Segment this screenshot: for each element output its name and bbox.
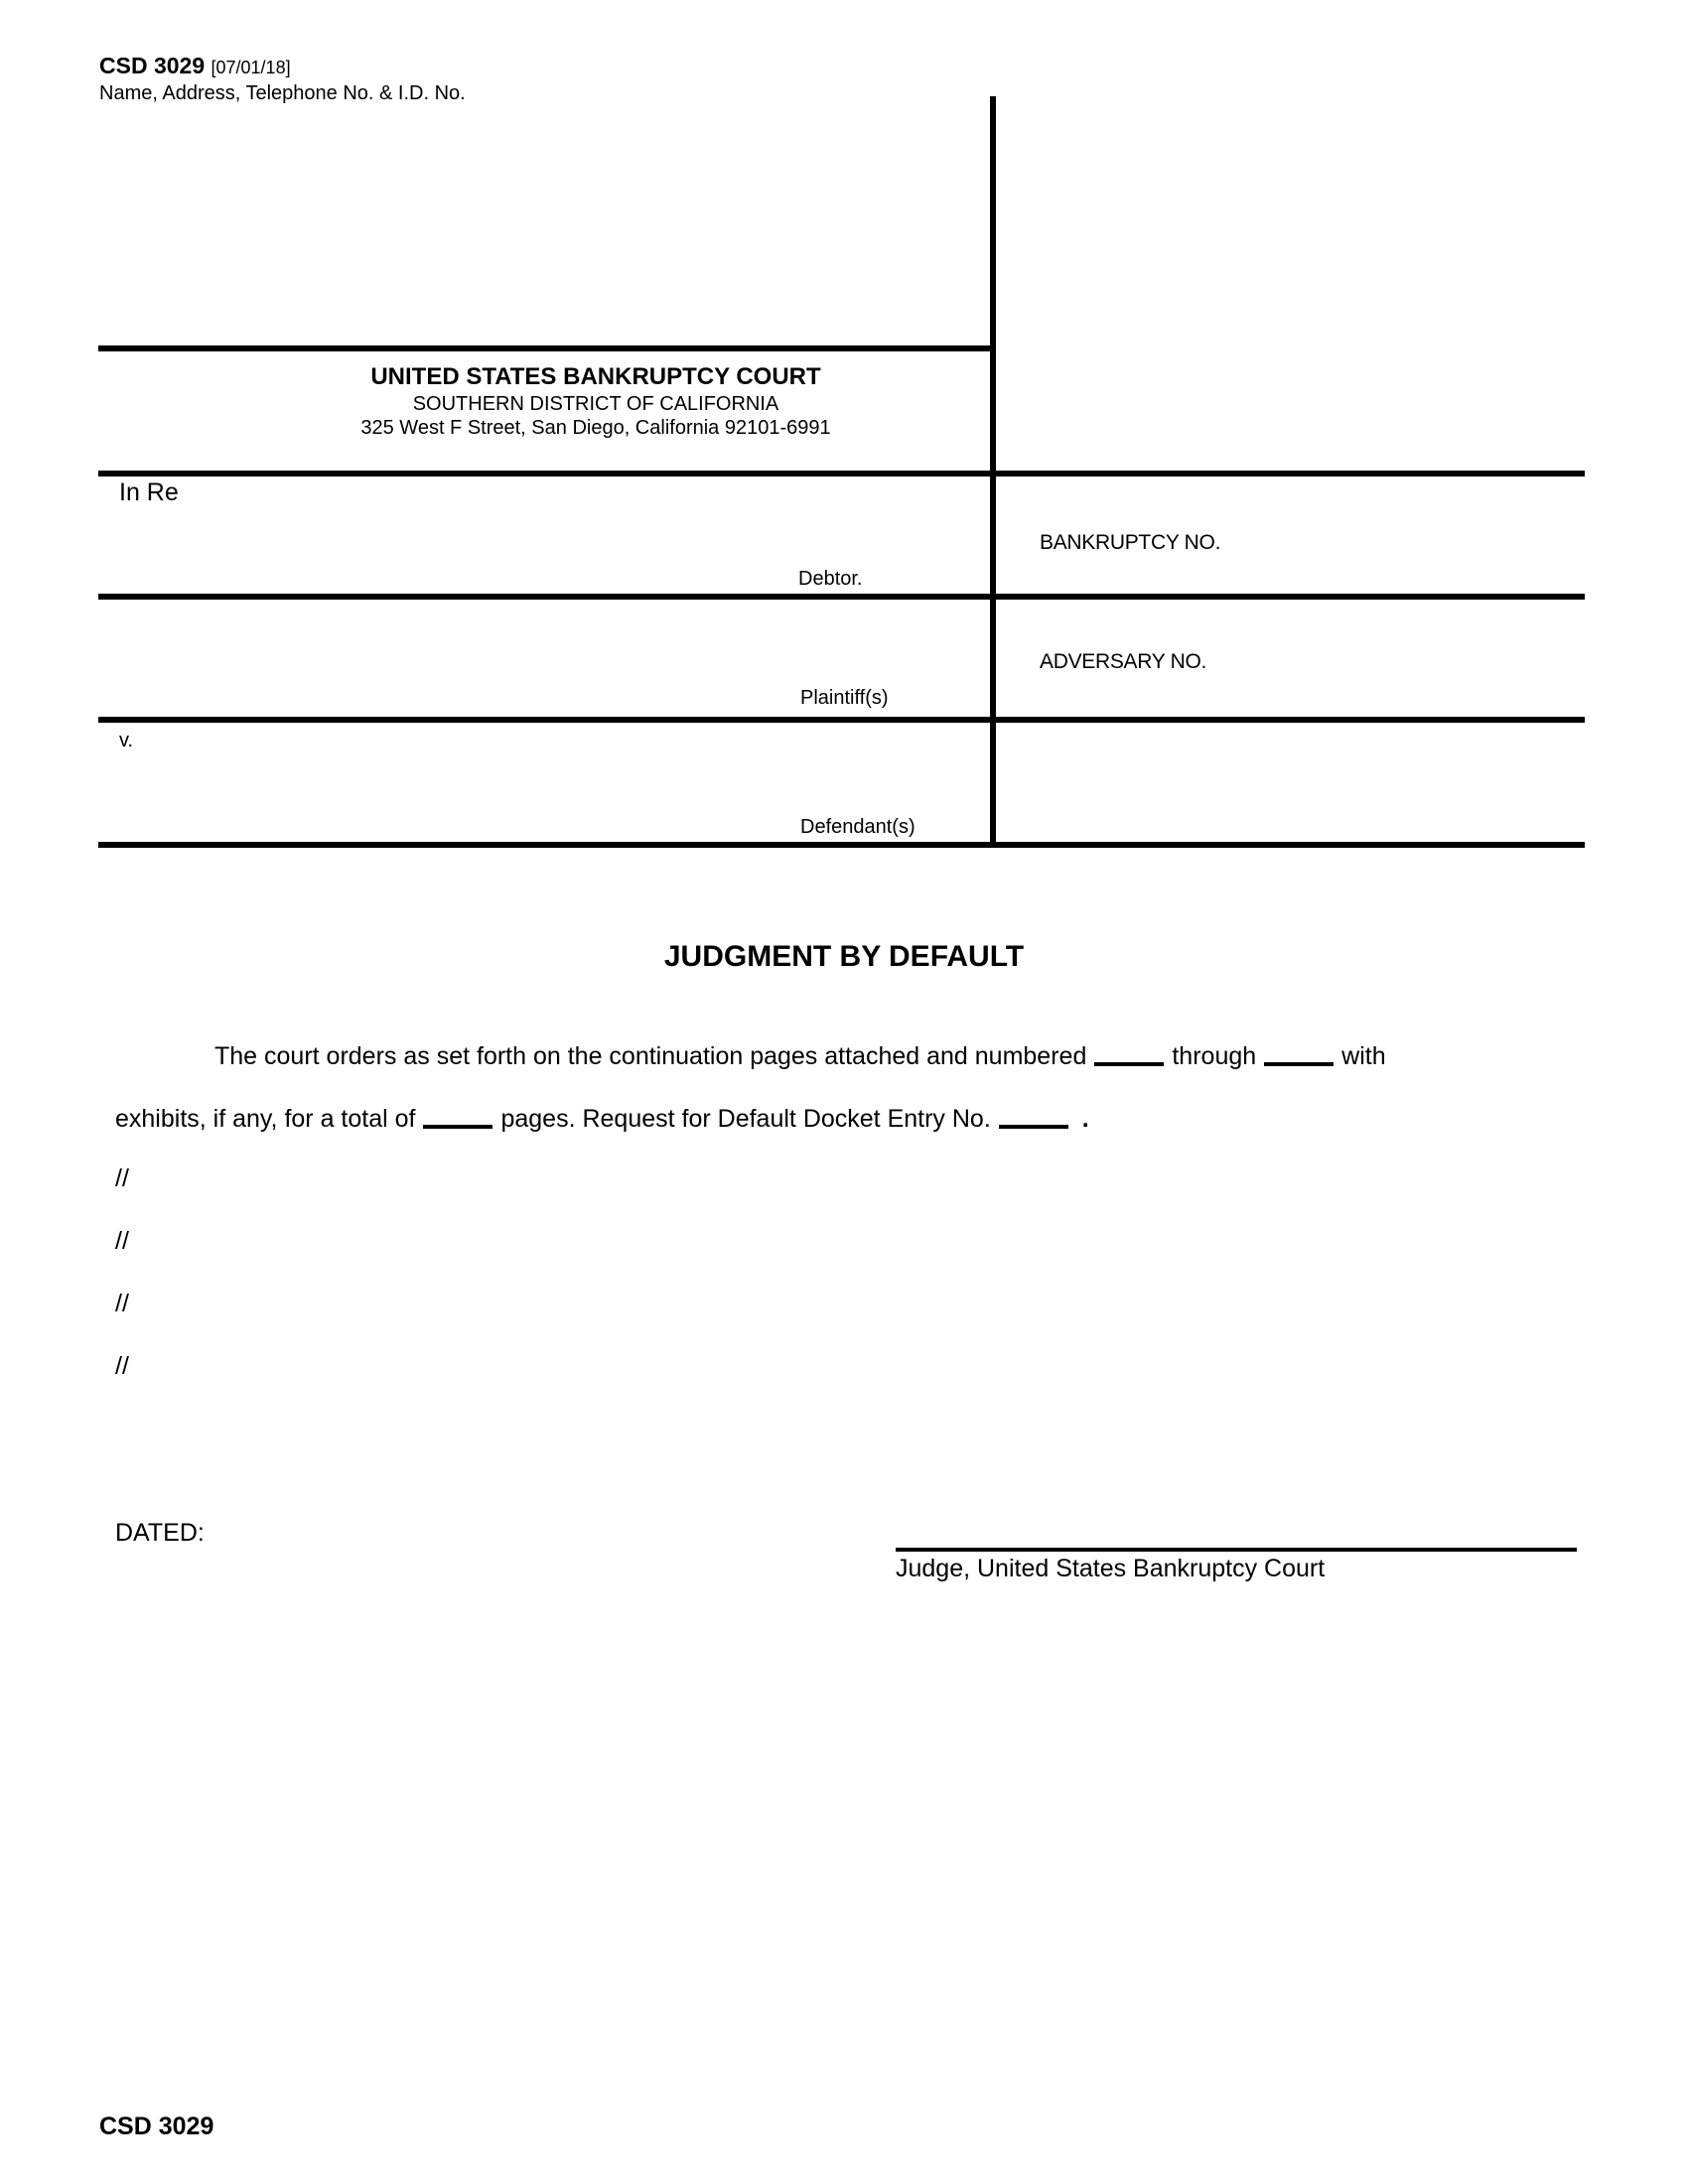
court-district: SOUTHERN DISTRICT OF CALIFORNIA <box>412 393 779 415</box>
order-paragraph-line-1 <box>214 1041 1386 1071</box>
versus-label: v. <box>119 730 134 751</box>
continuation-mark: // <box>115 1164 129 1192</box>
line1-text-3: with <box>1341 1042 1386 1070</box>
line2-end: . <box>1081 1105 1089 1133</box>
continuation-mark: // <box>115 1290 129 1317</box>
form-number <box>99 52 291 81</box>
form-revision: [07/01/18] <box>211 58 291 77</box>
judge-label: Judge, United States Bankruptcy Court <box>896 1555 1326 1582</box>
form-number-text: CSD 3029 <box>99 53 206 78</box>
caption-rule-2 <box>98 594 1585 600</box>
court-header <box>99 362 1092 440</box>
end-page-blank[interactable] <box>1264 1062 1334 1066</box>
plaintiff-name-field[interactable] <box>119 608 973 683</box>
line1-text-1: The court orders as set forth on the continuation pages attached and numbered <box>214 1042 1087 1070</box>
adversary-no-label: ADVERSARY NO. <box>1040 650 1207 673</box>
name-address-label: Name, Address, Telephone No. & I.D. No. <box>99 82 466 104</box>
continuation-mark: // <box>115 1352 129 1380</box>
line1-text-2: through <box>1172 1042 1257 1070</box>
start-page-blank[interactable] <box>1094 1062 1164 1066</box>
order-paragraph-line-2 <box>115 1104 1089 1134</box>
attorney-info-field[interactable] <box>99 109 983 342</box>
court-address: 325 West F Street, San Diego, California 92101-6991 <box>360 417 831 439</box>
court-header-top-rule <box>98 345 996 351</box>
document-title: JUDGMENT BY DEFAULT <box>663 940 1025 973</box>
debtor-label: Debtor. <box>798 568 863 590</box>
continuation-mark: // <box>115 1227 129 1255</box>
line2-text-2: pages. Request for Default Docket Entry No. <box>500 1105 991 1133</box>
in-re-label: In Re <box>119 478 179 506</box>
footer-form-number: CSD 3029 <box>99 2113 214 2140</box>
line2-text-1: exhibits, if any, for a total of <box>115 1105 416 1133</box>
defendant-name-field[interactable] <box>119 756 973 812</box>
caption-rule-1 <box>98 471 1585 477</box>
docket-entry-blank[interactable] <box>999 1125 1068 1129</box>
bankruptcy-no-label: BANKRUPTCY NO. <box>1040 531 1221 554</box>
court-title: UNITED STATES BANKRUPTCY COURT <box>370 363 821 390</box>
plaintiffs-label: Plaintiff(s) <box>800 687 889 709</box>
dated-label: DATED: <box>115 1519 205 1547</box>
judge-signature-line[interactable] <box>896 1548 1577 1552</box>
adversary-number-field[interactable] <box>1221 640 1569 680</box>
debtor-name-field[interactable] <box>119 508 973 564</box>
date-field[interactable] <box>218 1513 616 1551</box>
bankruptcy-number-field[interactable] <box>1231 521 1569 561</box>
caption-rule-3 <box>98 717 1585 723</box>
defendants-label: Defendant(s) <box>800 816 915 838</box>
total-pages-blank[interactable] <box>423 1125 492 1129</box>
caption-rule-4 <box>98 842 1585 848</box>
